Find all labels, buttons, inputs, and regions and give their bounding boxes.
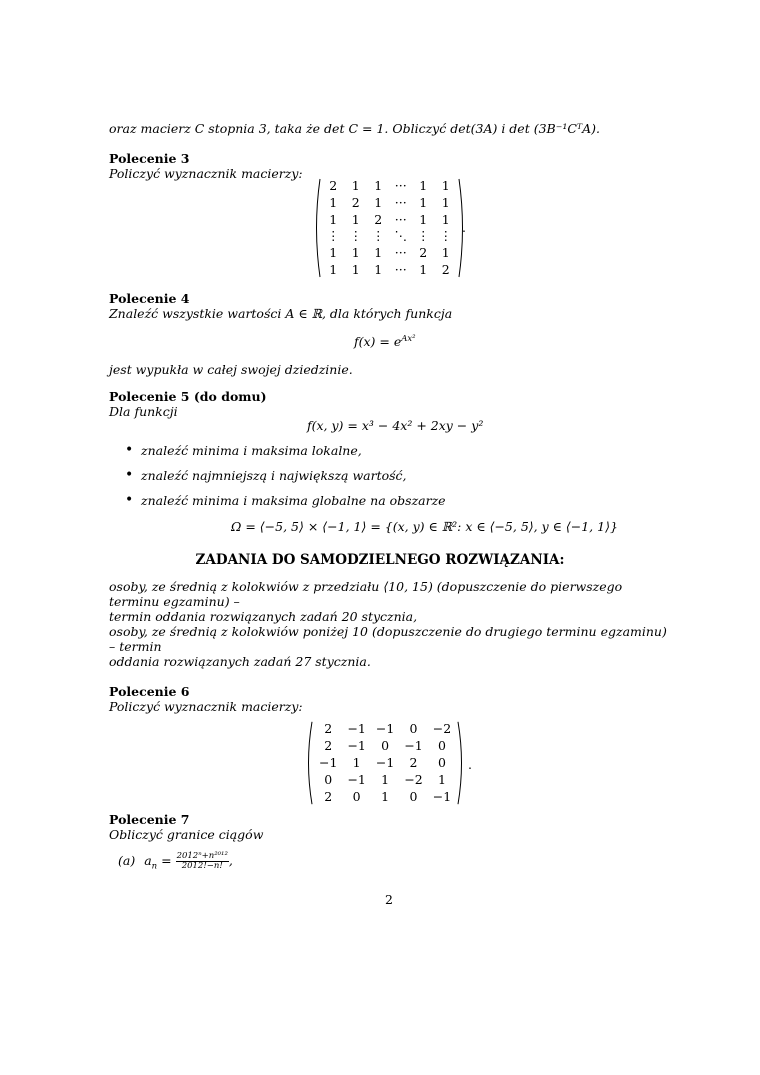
- matrix-cell: ⋮: [349, 228, 362, 244]
- page-number: 2: [385, 892, 393, 907]
- matrix-cell: 1: [437, 771, 446, 787]
- matrix-cell: −1: [375, 754, 395, 770]
- matrix-cell: −1: [347, 738, 366, 754]
- p7-item-end: ,: [228, 853, 233, 868]
- p4-task: Znaleźć wszystkie wartości A ∈ ℝ, dla których funkcja: [109, 306, 453, 321]
- p7-section: [109, 812, 671, 842]
- p6-end-mark: .: [468, 757, 472, 772]
- matrix-row: [314, 755, 456, 772]
- p5-region: Ω = ⟨−5, 5⟩ × ⟨−1, 1⟩ = {(x, y) ∈ ℝ²: x ∈ ⟨−5, 5⟩, y ∈ ⟨−1, 1⟩}: [231, 519, 618, 534]
- matrix-cell: ⋮: [372, 228, 385, 244]
- matrix-cell: 1: [441, 244, 450, 260]
- matrix-cell: ···: [394, 178, 407, 194]
- p7-frac-num: 2012ⁿ+n²⁰¹²: [176, 851, 228, 861]
- matrix-cell: 2: [419, 244, 428, 260]
- matrix-cell: 2: [351, 194, 360, 210]
- matrix-cell: 1: [374, 178, 383, 194]
- matrix-cell: ⋮: [417, 228, 430, 244]
- matrix-cell: 1: [329, 211, 338, 227]
- matrix-cell: ···: [394, 194, 407, 210]
- p5-task: Dla funkcji: [109, 404, 178, 419]
- matrix-cell: 1: [351, 261, 360, 277]
- matrix-cell: 2: [324, 738, 333, 754]
- p5-formula: f(x, y) = x³ − 4x² + 2xy − y²: [307, 418, 484, 433]
- matrix-cell: 0: [409, 721, 418, 737]
- matrix-cell: −2: [404, 771, 423, 787]
- matrix-cell: 2: [409, 754, 418, 770]
- p5-bullet-list: [109, 443, 446, 518]
- matrix-cell: −1: [375, 721, 395, 737]
- matrix-row: [322, 195, 457, 212]
- p4-title: Polecenie 4: [109, 291, 190, 306]
- matrix-row: [322, 261, 457, 278]
- p3-title: Polecenie 3: [109, 151, 190, 166]
- p7-task: Obliczyć granice ciągów: [109, 827, 264, 842]
- matrix-cell: 1: [329, 261, 338, 277]
- matrix-cell: −1: [347, 771, 366, 787]
- matrix-cell: 2: [329, 178, 338, 194]
- note-line: termin oddania rozwiązanych zadań 20 stycznia,: [109, 609, 418, 624]
- matrix-cell: 1: [381, 788, 390, 804]
- matrix-cell: 2: [441, 261, 450, 277]
- p5-bullet-item: • znaleźć minima i maksima globalne na obszarze: [109, 493, 446, 518]
- matrix-row: [314, 721, 456, 738]
- p6-title: Polecenie 6: [109, 684, 190, 699]
- matrix-cell: 0: [324, 771, 333, 787]
- matrix-cell: 1: [381, 771, 390, 787]
- p5-bullet-item: • znaleźć najmniejszą i największą wartość,: [109, 468, 446, 493]
- p3-matrix-table: [322, 178, 457, 278]
- matrix-cell: −1: [347, 721, 366, 737]
- matrix-cell: 0: [352, 788, 361, 804]
- p3-task: Policzyć wyznacznik macierzy:: [109, 166, 303, 181]
- matrix-cell: 1: [351, 211, 360, 227]
- matrix-cell: 1: [419, 261, 428, 277]
- p5-bullet-item: • znaleźć minima i maksima lokalne,: [109, 443, 446, 468]
- matrix-row: [322, 211, 457, 228]
- note-line: oddania rozwiązanych zadań 27 stycznia.: [109, 654, 371, 669]
- note: [109, 579, 671, 669]
- matrix-cell: ⋱: [394, 228, 407, 244]
- p5-title: Polecenie 5 (do domu): [109, 389, 267, 404]
- matrix-row: [314, 738, 456, 755]
- p4-section: [109, 291, 671, 321]
- matrix-cell: ···: [394, 261, 407, 277]
- matrix-cell: 1: [441, 178, 450, 194]
- p6-matrix-table: [314, 721, 456, 805]
- matrix-cell: ···: [394, 211, 407, 227]
- p7-item-a: [118, 852, 680, 875]
- p7-item-eq: =: [157, 853, 176, 868]
- p4-formula-exp: Ax²: [401, 334, 416, 344]
- matrix-cell: 0: [409, 788, 418, 804]
- p6-matrix: [304, 721, 466, 805]
- p4-formula-lhs: f(x) = e: [354, 334, 402, 350]
- matrix-cell: ⋮: [327, 228, 340, 244]
- section-title: ZADANIA DO SAMODZIELNEGO ROZWIĄZANIA:: [195, 552, 565, 568]
- left-paren: [304, 721, 314, 805]
- p7-fraction: [176, 852, 229, 871]
- matrix-cell: 1: [374, 244, 383, 260]
- matrix-row: [314, 788, 456, 805]
- matrix-row: [322, 178, 457, 195]
- matrix-cell: −1: [404, 738, 423, 754]
- note-line: osoby, ze średnią z kolokwiów z przedziału ⟨10, 15) (dopuszczenie do pierwszego terminu egzaminu) –: [109, 579, 623, 609]
- matrix-cell: 1: [351, 178, 360, 194]
- matrix-cell: 1: [441, 194, 450, 210]
- matrix-cell: 1: [329, 194, 338, 210]
- matrix-cell: 0: [437, 754, 446, 770]
- matrix-row: [322, 228, 457, 245]
- p6-section: [109, 684, 671, 714]
- matrix-cell: 2: [374, 211, 383, 227]
- p7-frac-den: 2012!−n!: [181, 861, 223, 871]
- p5-section: [109, 389, 671, 419]
- p7-title: Polecenie 7: [109, 812, 190, 827]
- matrix-cell: 1: [441, 211, 450, 227]
- matrix-cell: 1: [329, 244, 338, 260]
- matrix-cell: 1: [419, 194, 428, 210]
- p4-after: jest wypukła w całej swojej dziedzinie.: [109, 362, 353, 377]
- matrix-cell: ⋮: [439, 228, 452, 244]
- matrix-cell: 1: [374, 194, 383, 210]
- matrix-row: [322, 245, 457, 262]
- p7-item-label: (a): [118, 853, 136, 868]
- matrix-cell: 1: [351, 244, 360, 260]
- matrix-cell: 1: [419, 211, 428, 227]
- matrix-cell: 1: [352, 754, 361, 770]
- matrix-cell: −1: [319, 754, 338, 770]
- matrix-cell: 2: [324, 721, 333, 737]
- p3-end-mark: .: [462, 220, 466, 235]
- matrix-cell: 1: [419, 178, 428, 194]
- p3-matrix: [312, 178, 467, 278]
- p7-item-sub: n: [151, 861, 158, 872]
- matrix-cell: 0: [381, 738, 390, 754]
- matrix-cell: 1: [374, 261, 383, 277]
- matrix-row: [314, 771, 456, 788]
- p4-formula: [354, 334, 416, 349]
- left-paren: [312, 178, 322, 278]
- right-paren: [456, 721, 466, 805]
- matrix-cell: 2: [324, 788, 333, 804]
- matrix-cell: −1: [432, 788, 452, 804]
- intro-line: oraz macierz C stopnia 3, taka że det C = 1. Obliczyć det(3A) i det (3B⁻¹CᵀA).: [109, 121, 601, 136]
- p6-task: Policzyć wyznacznik macierzy:: [109, 699, 303, 714]
- note-line: osoby, ze średnią z kolokwiów poniżej 10 (dopuszczenie do drugiego terminu egzaminu) – termin: [109, 624, 667, 654]
- p7-item-lhs: a: [144, 853, 152, 868]
- matrix-cell: 0: [437, 738, 446, 754]
- matrix-cell: −2: [432, 721, 452, 737]
- p3-section: [109, 151, 671, 181]
- matrix-cell: ···: [394, 244, 407, 260]
